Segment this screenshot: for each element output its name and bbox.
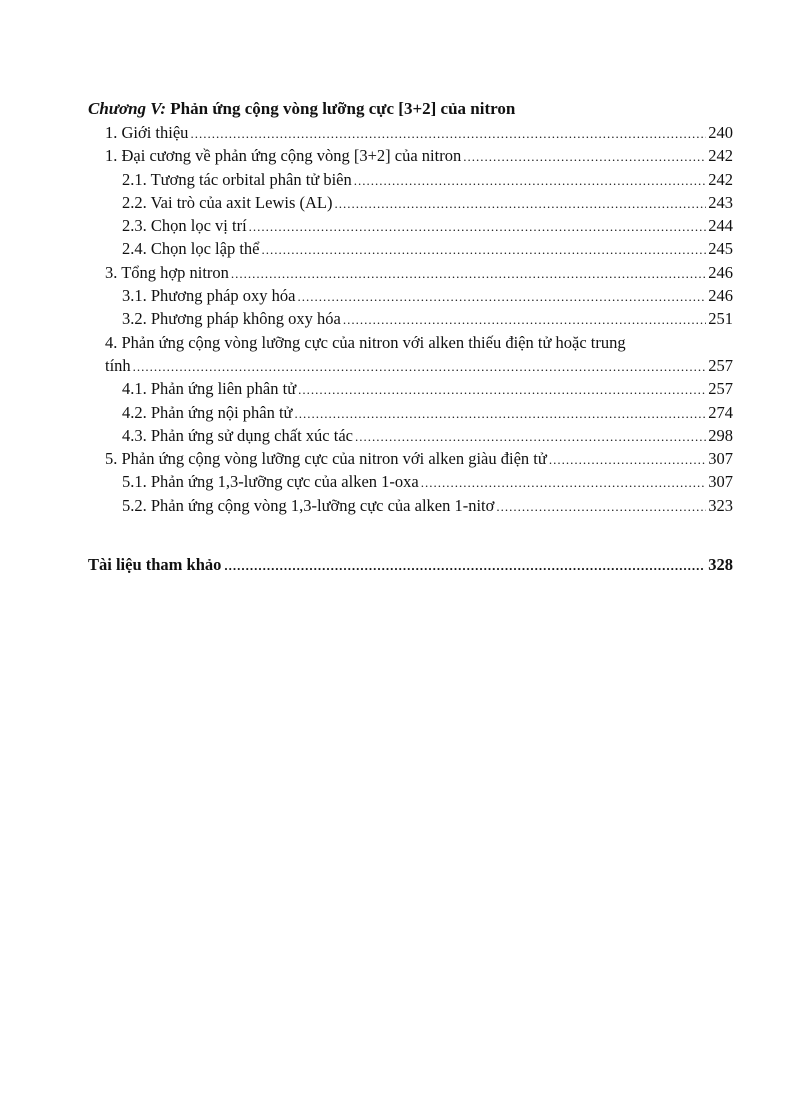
toc-entry-title: 4.1. Phản ứng liên phân tử xyxy=(122,379,297,399)
dot-leader xyxy=(249,215,707,238)
toc-entry[interactable] xyxy=(88,470,733,493)
references-title: Tài liệu tham khảo xyxy=(88,555,222,574)
toc-entry-title: 5. Phản ứng cộng vòng lưỡng cực của nitron với alken giàu điện tử xyxy=(105,449,547,469)
dot-leader xyxy=(224,554,705,577)
chapter-title: Phản ứng cộng vòng lưỡng cực [3+2] của nitron xyxy=(170,99,516,118)
toc-entry[interactable] xyxy=(88,377,733,400)
toc-entry-page: 243 xyxy=(708,192,733,212)
toc-entry-title: 3.2. Phương pháp không oxy hóa xyxy=(122,309,341,329)
dot-leader xyxy=(496,495,706,518)
toc-entry[interactable] xyxy=(88,401,733,424)
toc-entry[interactable] xyxy=(88,144,733,167)
toc-entry-page: 257 xyxy=(708,379,733,399)
toc-entry-page: 251 xyxy=(708,309,733,329)
toc-entry[interactable] xyxy=(88,424,733,447)
toc-entry[interactable] xyxy=(88,447,733,470)
toc-entry[interactable] xyxy=(88,191,733,214)
toc-entry-title: 5.2. Phản ứng cộng vòng 1,3-lưỡng cực của alken 1-nitơ xyxy=(122,495,495,515)
toc-entry-title: 4.3. Phản ứng sử dụng chất xúc tác xyxy=(122,425,353,445)
dot-leader xyxy=(298,378,706,401)
dot-leader xyxy=(298,285,707,308)
dot-leader xyxy=(190,122,706,145)
toc-entry-page: 323 xyxy=(708,495,733,515)
toc-entry[interactable] xyxy=(88,237,733,260)
table-of-contents xyxy=(88,97,733,517)
chapter-heading xyxy=(88,97,733,121)
toc-entry-title: 4. Phản ứng cộng vòng lưỡng cực của nitron với alken thiếu điện tử hoặc trung xyxy=(105,332,626,352)
toc-entry-page: 244 xyxy=(708,216,733,236)
toc-entry-title: 1. Giới thiệu xyxy=(105,123,189,142)
chapter-label: Chương V: xyxy=(88,99,167,118)
toc-entry[interactable] xyxy=(88,307,733,330)
toc-entry-title: 5.1. Phản ứng 1,3-lưỡng cực của alken 1-oxa xyxy=(122,472,419,492)
dot-leader xyxy=(334,192,706,215)
toc-entry-title: 2.3. Chọn lọc vị trí xyxy=(122,216,247,236)
toc-entry-page: 245 xyxy=(708,239,733,259)
dot-leader xyxy=(355,425,706,448)
dot-leader xyxy=(231,262,706,285)
toc-entry-page: 307 xyxy=(708,472,733,492)
toc-entry-page: 246 xyxy=(708,262,733,282)
dot-leader xyxy=(295,402,707,425)
references-entry[interactable] xyxy=(88,553,733,577)
dot-leader xyxy=(133,355,707,378)
toc-entry-title: 3. Tổng hợp nitron xyxy=(105,262,229,282)
toc-entry[interactable] xyxy=(88,214,733,237)
toc-entry-title: 1. Đại cương về phản ứng cộng vòng [3+2] của nitron xyxy=(105,146,462,166)
dot-leader xyxy=(261,238,706,261)
toc-entry-page: 242 xyxy=(708,146,733,166)
toc-entry-page: 307 xyxy=(708,449,733,469)
toc-entry-title: 2.4. Chọn lọc lập thể xyxy=(122,239,260,259)
dot-leader xyxy=(421,471,707,494)
toc-entry-title-continued: tính xyxy=(105,355,131,375)
toc-entry[interactable] xyxy=(88,331,733,378)
toc-entry-title: 3.1. Phương pháp oxy hóa xyxy=(122,286,296,306)
toc-entry-page: 298 xyxy=(708,425,733,445)
toc-entry-page: 240 xyxy=(708,123,733,142)
toc-entry[interactable] xyxy=(88,121,733,144)
toc-entry[interactable] xyxy=(88,168,733,191)
toc-entry-title: 2.2. Vai trò của axit Lewis (AL) xyxy=(122,192,333,212)
toc-entry[interactable] xyxy=(88,284,733,307)
toc-entry[interactable] xyxy=(88,494,733,517)
toc-entry-title: 2.1. Tương tác orbital phân tử biên xyxy=(122,169,352,189)
toc-entry[interactable] xyxy=(88,261,733,284)
references-page: 328 xyxy=(708,555,733,574)
toc-entry-page: 274 xyxy=(708,402,733,422)
toc-entry-title: 4.2. Phản ứng nội phân tử xyxy=(122,402,293,422)
dot-leader xyxy=(354,169,706,192)
dot-leader xyxy=(549,448,706,471)
toc-entry-page: 257 xyxy=(708,355,733,375)
dot-leader xyxy=(463,145,706,168)
toc-entry-page: 246 xyxy=(708,286,733,306)
toc-entry-page: 242 xyxy=(708,169,733,189)
dot-leader xyxy=(343,308,706,331)
